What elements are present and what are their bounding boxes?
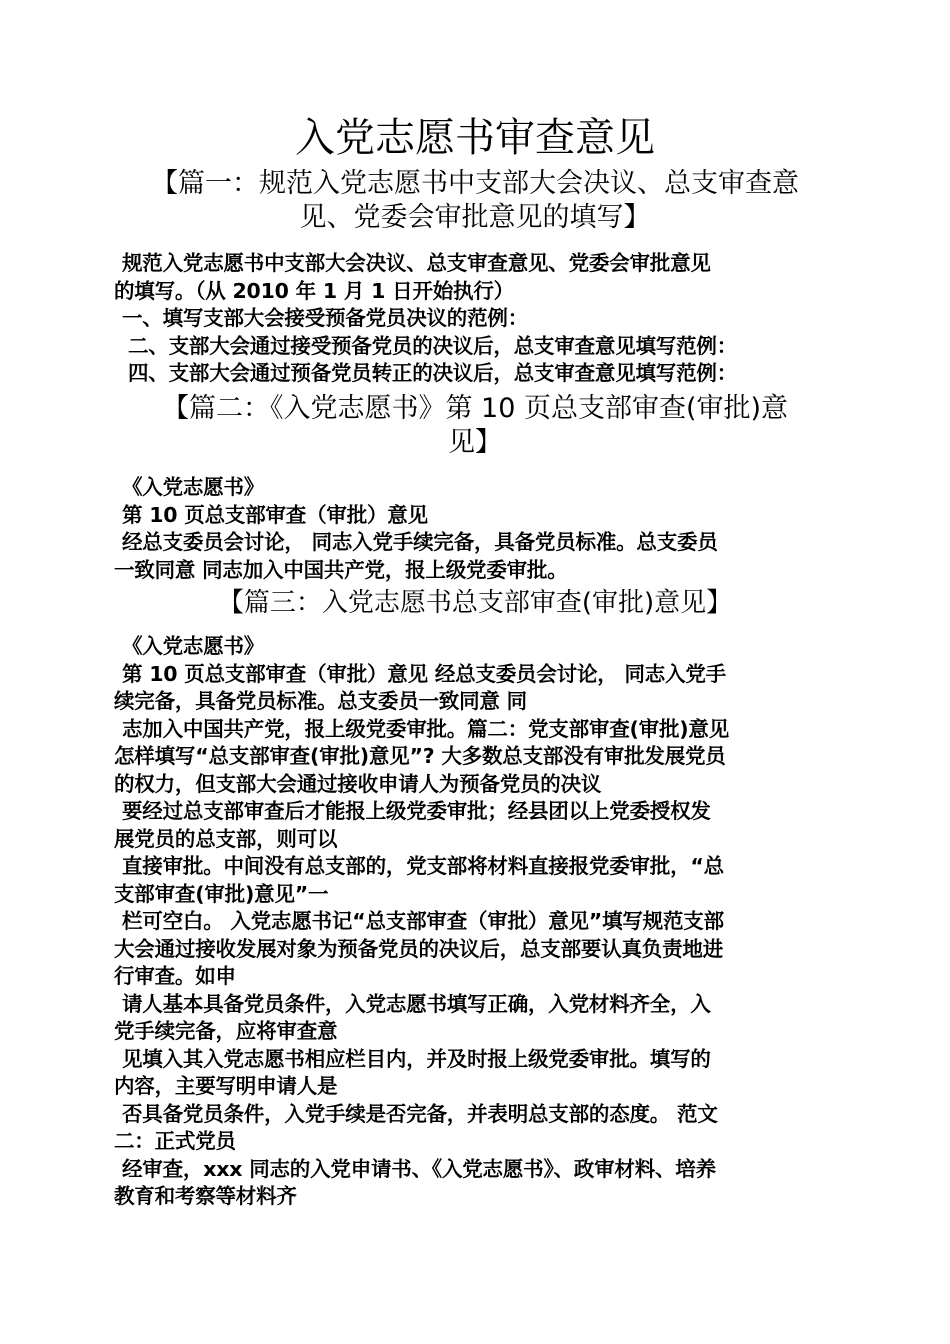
paragraph-line: 支部审查(审批)意见”一 xyxy=(114,881,329,906)
paragraph-line: 第 10 页总支部审查（审批）意见 xyxy=(122,502,428,527)
paragraph-line: 教育和考察等材料齐 xyxy=(114,1184,297,1208)
paragraph-line: 的权力，但支部大会通过接收申请人为预备党员的决议 xyxy=(114,771,602,796)
section-3-heading xyxy=(112,586,838,620)
paragraph-line: 请人基本具备党员条件，入党志愿书填写正确，入党材料齐全，入 xyxy=(122,991,711,1016)
paragraph-line: 第 10 页总支部审查（审批）意见 经总支委员会讨论， 同志入党手 xyxy=(122,661,726,686)
paragraph-line: 怎样填写“总支部审查(审批)意见”? 大多数总支部没有审批发展党员 xyxy=(114,744,726,768)
paragraph-line: 大会通过接收发展对象为预备党员的决议后，总支部要认真负责地进 xyxy=(114,936,723,961)
section-2-heading xyxy=(112,392,838,460)
document-title: 入党志愿书审查意见 xyxy=(295,115,655,161)
paragraph-line: 续完备，具备党员标准。总支委员一致同意 同 xyxy=(114,689,527,713)
paragraph-line: 一、填写支部大会接受预备党员决议的范例： xyxy=(122,306,528,330)
paragraph-line: 经审查，xxx 同志的入党申请书、《入党志愿书》、政审材料、培养 xyxy=(122,1156,716,1181)
section-2-body xyxy=(114,474,838,584)
paragraph-line: 《入党志愿书》 xyxy=(122,634,265,658)
paragraph-line: 二：正式党员 xyxy=(114,1129,236,1153)
paragraph-line: 四、支部大会通过预备党员转正的决议后，总支审查意见填写范例： xyxy=(128,361,737,385)
paragraph-line: 志加入中国共产党，报上级党委审批。篇二：党支部审查(审批)意见 xyxy=(122,716,730,741)
paragraph-line: 内容，主要写明申请人是 xyxy=(114,1074,338,1098)
section-1-heading xyxy=(112,167,838,235)
paragraph-line: 《入党志愿书》 xyxy=(122,475,265,499)
paragraph-line: 二、支部大会通过接受预备党员的决议后，总支审查意见填写范例： xyxy=(128,333,737,358)
paragraph-line: 一致同意 同志加入中国共产党，报上级党委审批。 xyxy=(114,557,568,582)
paragraph-line: 党手续完备，应将审查意 xyxy=(114,1019,338,1043)
paragraph-line: 见填入其入党志愿书相应栏目内，并及时报上级党委审批。填写的 xyxy=(122,1046,711,1071)
section-1-body xyxy=(114,250,838,388)
paragraph-line: 行审查。如申 xyxy=(114,964,236,988)
paragraph-line: 否具备党员条件，入党手续是否完备，并表明总支部的态度。 范文 xyxy=(122,1101,718,1126)
paragraph-line: 展党员的总支部，则可以 xyxy=(114,826,338,851)
section-3-heading-line: 【篇三：入党志愿书总支部审查(审批)意见】 xyxy=(217,588,733,618)
section-2-heading-line-1: 【篇二：《入党志愿书》第 10 页总支部审查(审批)意 xyxy=(161,393,789,424)
paragraph-line: 规范入党志愿书中支部大会决议、总支审查意见、党委会审批意见 xyxy=(122,251,711,275)
section-2-heading-line-2: 见】 xyxy=(448,427,502,458)
section-3-body xyxy=(114,633,838,1211)
paragraph-line: 直接审批。中间没有总支部的，党支部将材料直接报党委审批，“总 xyxy=(122,854,724,878)
section-1-heading-line-2: 见、党委会审批意见的填写】 xyxy=(299,202,651,233)
section-1-heading-line-1: 【篇一：规范入党志愿书中支部大会决议、总支审查意 xyxy=(151,168,799,199)
paragraph-line: 的填写。（从 2010 年 1 月 1 日开始执行） xyxy=(114,278,514,303)
paragraph-line: 经总支委员会讨论， 同志入党手续完备，具备党员标准。总支委员 xyxy=(122,530,718,554)
paragraph-line: 栏可空白。 入党志愿书记“总支部审查（审批）意见”填写规范支部 xyxy=(122,909,724,933)
paragraph-line: 要经过总支部审查后才能报上级党委审批；经县团以上党委授权发 xyxy=(122,799,711,823)
